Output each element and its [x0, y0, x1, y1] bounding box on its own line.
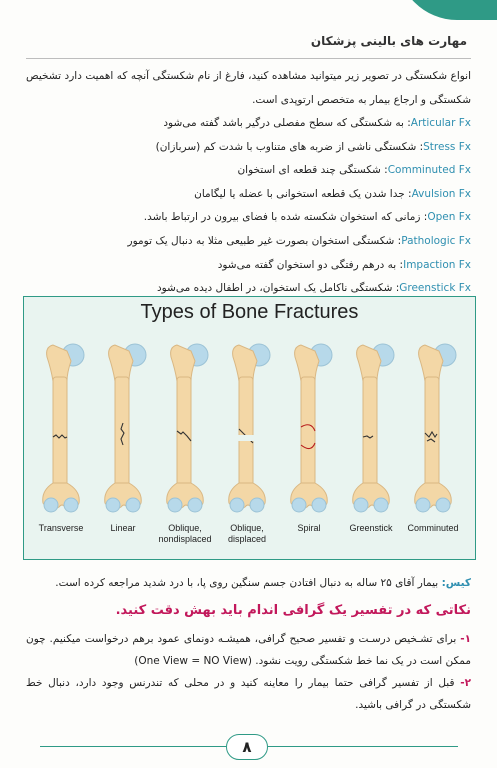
case-paragraph: [26, 572, 471, 594]
condyle-cartilage: [374, 498, 388, 512]
condyle-cartilage: [354, 498, 368, 512]
fx-desc: : شکستگی ناکامل یک استخوان، در اطفال دیده می‌شود: [156, 282, 400, 295]
condyle-cartilage: [106, 498, 120, 512]
tip-item: [26, 628, 471, 672]
condyle-cartilage: [168, 498, 182, 512]
case-text: بیمار آقای ۲۵ ساله به دنبال افتادن جسم سنگین روی پا، با درد شدید مراجعه کرده است.: [55, 577, 442, 589]
tip-number: ۲-: [460, 677, 471, 689]
fx-desc: : جدا شدن یک قطعه استخوانی با عضله یا لیگامان: [194, 187, 412, 200]
bone-labels: [24, 523, 477, 557]
header-title: مهارت های بالینی پزشکان: [310, 34, 467, 48]
condyle-cartilage: [230, 498, 244, 512]
footer-line-left: [40, 746, 226, 747]
condyle-cartilage: [188, 498, 202, 512]
fx-term: Avulsion Fx: [411, 187, 471, 200]
fx-desc: : به شکستگی که سطح مفصلی درگیر باشد گفته می‌شود: [163, 117, 411, 129]
tip-text: برای تشـخیص درسـت و تفسیر صحیح گرافی، همیشـه دونمای عمود برهم درخواست میکنیم. چون ممکن است در یک نما خط شکستگی رویت نشود.: [26, 633, 471, 667]
fx-desc: : شکستگی چند قطعه ای استخوان: [237, 164, 388, 177]
tip-number: ۱-: [460, 633, 471, 645]
fx-term: Articular Fx: [410, 117, 471, 129]
condyle-cartilage: [64, 498, 78, 512]
figure-title: Types of Bone Fractures: [140, 301, 359, 323]
page-header: [26, 28, 471, 59]
tip-text: قبل از تفسیر گرافی حتما بیمار را معاینه کنید و در محلی که تندرنس وجود دارد، دنبال خط شکستگی در گرافی باشید.: [26, 677, 471, 711]
femur-bone: [291, 344, 332, 512]
list-item: [26, 183, 471, 207]
intro-paragraph: انواع شکستگی در تصویر زیر میتوانید مشاهده کنید، فارغ از نام شکستگی آنچه که اهمیت دارد تشخیص شکستگی و ارجاع بیمار به متخصص ارتوپدی است.: [26, 70, 471, 106]
list-item: [26, 136, 471, 160]
fx-desc: : زمانی که استخوان شکسته شده با فضای بیرون در ارتباط باشد.: [143, 211, 428, 224]
displacement-gap: [238, 435, 254, 441]
bone-label: Oblique, nondisplaced: [158, 523, 212, 544]
fx-term: Comminuted Fx: [387, 164, 471, 177]
bone-fracture-figure: [23, 296, 476, 560]
fx-term: Pathologic Fx: [401, 234, 471, 247]
condyle-cartilage: [126, 498, 140, 512]
femur-bone: [229, 344, 270, 512]
femur-shaft: [363, 377, 377, 487]
tips-heading: نکاتی که در تفسیر یک گرافی اندام باید بهش دقت کنید.: [115, 603, 471, 618]
fx-term: Impaction Fx: [403, 258, 471, 271]
list-item: [26, 230, 471, 254]
bone-label: Spiral: [297, 523, 321, 533]
page-number: ۸: [226, 734, 268, 760]
bone-label: Linear: [110, 523, 136, 533]
corner-decoration: [397, 0, 497, 20]
condyle-cartilage: [44, 498, 58, 512]
footer-line-right: [268, 746, 458, 747]
femur-shaft: [53, 377, 67, 487]
condyle-cartilage: [436, 498, 450, 512]
bone-label: Comminuted: [407, 523, 459, 533]
femur-bone: [415, 344, 456, 512]
bone-label: Oblique, displaced: [227, 523, 267, 544]
femur-shaft: [239, 377, 253, 487]
femur-bone: [353, 344, 394, 512]
bone-label: Greenstick: [349, 523, 393, 533]
list-item: [26, 159, 471, 183]
condyle-cartilage: [250, 498, 264, 512]
femur-shaft: [301, 377, 315, 487]
case-label: کیس:: [441, 577, 471, 589]
list-item: [26, 254, 471, 278]
femur-bone: [43, 344, 84, 512]
fx-term: Open Fx: [427, 211, 471, 224]
list-item: [26, 112, 471, 136]
fx-desc: : به درهم رفتگی دو استخوان گفته می‌شود: [217, 258, 404, 271]
bone-label: Transverse: [38, 523, 84, 533]
list-item: [26, 206, 471, 230]
femur-bone: [105, 344, 146, 512]
fx-desc: : شکستگی ناشی از ضربه های متناوب با شدت کم (سربازان): [155, 140, 424, 153]
fx-desc: : شکستگی استخوان بصورت غیر طبیعی مثلا به دنبال یک تومور: [127, 234, 402, 247]
fracture-type-list: [26, 112, 471, 301]
tips-list: [26, 628, 471, 716]
fx-term: Stress Fx: [423, 140, 471, 153]
fx-term: Greenstick Fx: [399, 282, 471, 295]
condyle-cartilage: [416, 498, 430, 512]
femur-shaft: [115, 377, 129, 487]
condyle-cartilage: [292, 498, 306, 512]
bones-illustration: [24, 337, 477, 517]
tip-item: [26, 672, 471, 716]
tip-note: (One View = NO View): [134, 655, 252, 667]
femur-bone: [167, 344, 208, 512]
condyle-cartilage: [312, 498, 326, 512]
